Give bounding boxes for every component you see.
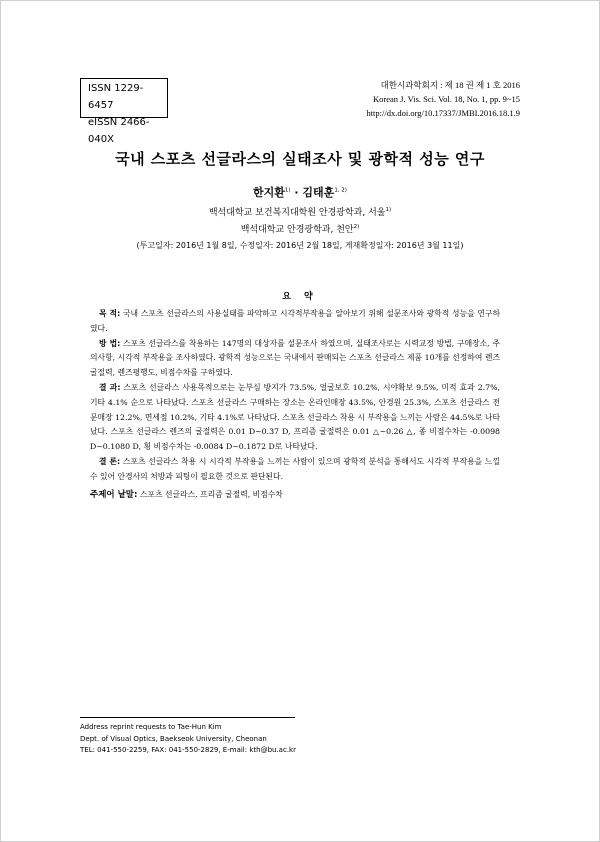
section-label: 결 론: [99, 456, 121, 466]
affiliation-mark: 1) [385, 207, 392, 213]
journal-doi[interactable]: http://dx.doi.org/10.17337/JMBI.2016.18.1.9 [366, 108, 520, 118]
keywords-text: 스포츠 선글라스, 프리즘 굴절력, 비점수차 [137, 490, 283, 499]
footnote-line: Address reprint requests to Tae-Hun Kim [80, 723, 222, 731]
author-name: 김태훈 [302, 186, 335, 199]
author-name: 한지환 [253, 186, 285, 199]
affiliation-mark: 2) [353, 224, 360, 230]
keywords-label: 주제어 낱말: [90, 490, 138, 500]
section-text: 스포츠 선글라스를 착용하는 147명의 대상자를 설문조사 하였으며, 실태조사로는 시력교정 방법, 구매장소, 주의사항, 시각적 부작용을 조사하였다. 광학적 성능으로는 국내에서 판매되는 스포츠 선글라스 제품 10개를 선정하여 렌즈 굴절력, 렌즈평행도, 비점수차를 구하였다. [90, 338, 500, 378]
journal-info [366, 78, 520, 120]
abstract-results [90, 381, 500, 455]
section-text: 스포츠 선글라스 사용목적으로는 눈부심 방지가 73.5%, 얼굴보호 10.2%, 시야확보 9.5%, 미적 효과 2.7%, 기타 4.1% 순으로 나타났다. 스포츠 선글라스 구매하는 장소는 온라인매장 43.5%, 안경원 25.3%, 스포츠 선글라스 전문매장 12.2%, 면세점 10.2%, 기타 4.1%로 나타났다. 스포츠 선글라스 착용 시 부작용을 느끼는 사람은 44.5%로 나타났다. 스포츠 선글라스 렌즈의 굴절력은 0.01 D~0.37 D, 프리즘 굴절력은 0.01 △~0.26 △, 종 비점수차는 -0.0098 D~0.1080 D, 횡 비점수차는 -0.0084 D~0.1872 D로 나타났다. [90, 382, 500, 452]
keywords [90, 488, 500, 502]
issn-box [80, 78, 168, 145]
issn-print: ISSN 1229-6457 [88, 83, 144, 111]
journal-english: Korean J. Vis. Sci. Vol. 18, No. 1, pp. 9~15 [373, 94, 520, 104]
abstract-conclusion [90, 455, 500, 485]
section-label: 방 법: [99, 338, 121, 348]
footnote-line: TEL: 041-550-2259, FAX: 041-550-2829, E-mail: kth@bu.ac.kr [80, 746, 296, 754]
correspondence-footnote [80, 722, 296, 757]
abstract-purpose [90, 307, 500, 337]
affiliation [0, 222, 600, 235]
footnote-line: Dept. of Visual Optics, Baekseok University, Cheonan [80, 734, 267, 743]
submission-dates: (투고일자: 2016년 1월 8일, 수정일자: 2016년 2월 18일, 게재확정일자: 2016년 3월 11일) [136, 241, 464, 250]
section-text: 스포츠 선글라스 착용 시 시각적 부작용을 느끼는 사람이 있으며 광학적 분석을 통해서도 시각적 부작용을 느낄 수 있어 안경사의 처방과 피팅이 필요한 것으로 판단된다. [90, 456, 500, 481]
affiliation-text: 백석대학교 안경광학과, 천안 [240, 225, 354, 235]
issn-electronic: eISSN 2466-040X [88, 117, 150, 145]
abstract-methods [90, 337, 500, 381]
section-text: 국내 스포츠 선글라스의 사용실태를 파악하고 시각적부작용을 알아보기 위해 설문조사와 광학적 성능을 연구하였다. [90, 309, 500, 333]
affiliation-text: 백석대학교 보건복지대학원 안경광학과, 서울 [208, 208, 386, 218]
section-label: 목 적: [99, 309, 121, 318]
footnote-divider [80, 717, 295, 718]
author-separator: · [290, 186, 303, 199]
section-label: 결 과: [99, 382, 121, 392]
author-affiliation-mark: 1) [284, 187, 291, 194]
journal-korean: 대한시과학회지 : 제 18 권 제 1 호 2016 [380, 80, 520, 90]
abstract-heading: 요 약 [282, 292, 318, 302]
affiliation [0, 205, 600, 218]
author-list [0, 184, 600, 200]
abstract-body [90, 307, 500, 485]
paper-title: 국내 스포츠 선글라스의 실태조사 및 광학적 성능 연구 [115, 150, 485, 168]
author-affiliation-mark: 1, 2) [334, 187, 347, 194]
